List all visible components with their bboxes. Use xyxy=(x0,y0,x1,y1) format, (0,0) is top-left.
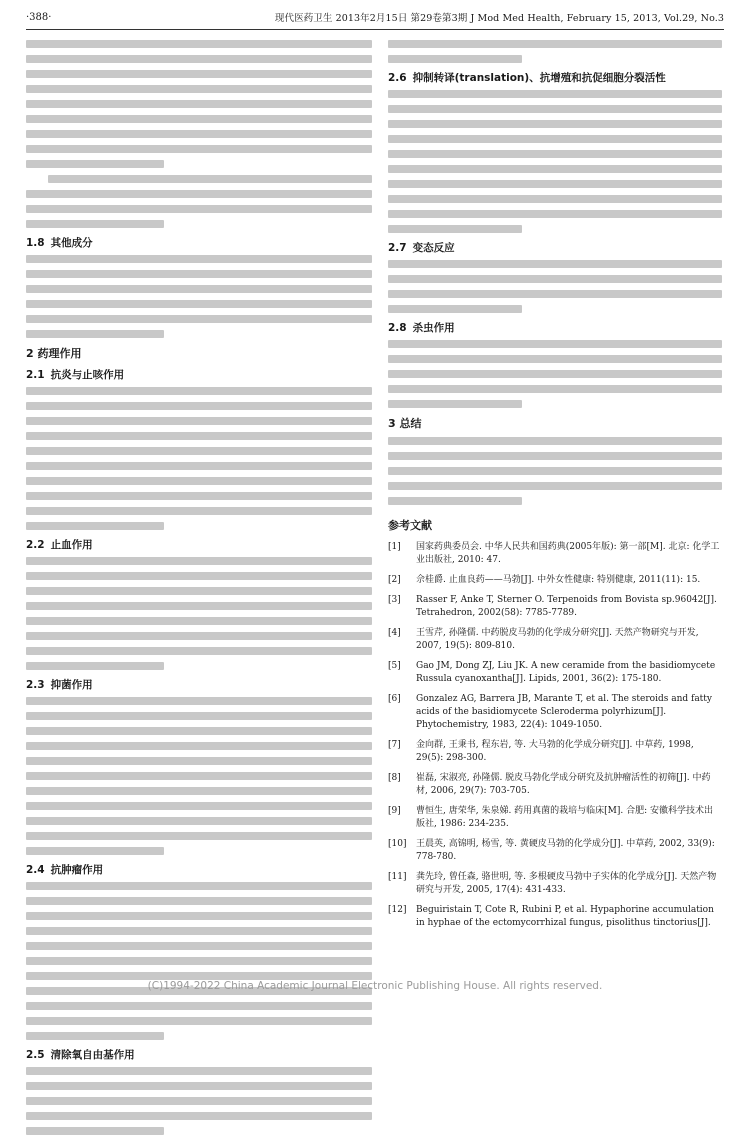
reference-item xyxy=(388,627,722,653)
text-line xyxy=(388,482,722,490)
reference-number: [7] xyxy=(388,740,401,750)
section-heading-2-2 xyxy=(26,537,372,552)
text-line xyxy=(388,290,722,298)
paragraph xyxy=(26,255,372,338)
paragraph xyxy=(26,882,372,1040)
reference-item xyxy=(388,594,722,620)
section-number: 2.7 xyxy=(388,242,407,254)
text-line xyxy=(26,1097,372,1105)
text-line xyxy=(388,275,722,283)
reference-item xyxy=(388,660,722,686)
text-line xyxy=(26,100,372,108)
section-title: 其他成分 xyxy=(50,237,93,249)
reference-item xyxy=(388,693,722,732)
text-line xyxy=(26,205,372,213)
section-number: 2 xyxy=(26,347,34,360)
text-line xyxy=(388,105,722,113)
text-line xyxy=(388,340,722,348)
text-line xyxy=(26,727,372,735)
reference-number: [10] xyxy=(388,839,407,849)
text-line xyxy=(26,772,372,780)
reference-list xyxy=(388,541,722,930)
paragraph xyxy=(26,175,372,228)
text-line xyxy=(26,572,372,580)
text-line xyxy=(26,85,372,93)
reference-item xyxy=(388,904,722,930)
reference-number: [12] xyxy=(388,905,407,915)
reference-text: 金向群, 王秉书, 程东岩, 等. 大马勃的化学成分研究[J]. 中草药, 1998, 29(5): 298-300. xyxy=(416,740,694,763)
reference-text: Rasser F, Anke T, Sterner O. Terpenoids from Bovista sp.96042[J]. Tetrahedron, 2002(58): 7785-7789. xyxy=(416,595,717,618)
text-line xyxy=(26,957,372,965)
section-number: 2.2 xyxy=(26,539,45,551)
reference-number: [1] xyxy=(388,542,401,552)
journal-citation-line: 现代医药卫生 2013年2月15日 第29卷第3期 J Mod Med Health, February 15, 2013, Vol.29, No.3 xyxy=(274,13,724,24)
text-line xyxy=(26,462,372,470)
paragraph xyxy=(388,437,722,505)
paragraph xyxy=(388,260,722,313)
section-title: 药理作用 xyxy=(37,347,82,360)
text-line xyxy=(26,972,372,980)
section-heading-2-1 xyxy=(26,367,372,382)
text-line xyxy=(26,1112,372,1120)
paragraph xyxy=(26,697,372,855)
text-line xyxy=(26,1017,372,1025)
text-line xyxy=(26,942,372,950)
text-line xyxy=(388,165,722,173)
section-number: 2.5 xyxy=(26,1049,45,1061)
section-number: 2.3 xyxy=(26,679,45,691)
text-line xyxy=(26,115,372,123)
text-line xyxy=(388,55,522,63)
reference-item xyxy=(388,739,722,765)
text-line xyxy=(26,387,372,395)
section-number: 2.6 xyxy=(388,72,407,84)
text-line xyxy=(26,697,372,705)
section-heading-3 xyxy=(388,415,722,431)
reference-text: Beguiristain T, Cote R, Rubini P, et al. Hypaphorine accumulation in hyphae of the ectomycorrhizal fungus, pisolithus tinctorius[J]. xyxy=(416,905,714,928)
text-line xyxy=(388,305,522,313)
reference-number: [8] xyxy=(388,773,401,783)
paragraph xyxy=(26,40,372,168)
text-line xyxy=(388,467,722,475)
text-line xyxy=(26,300,372,308)
text-line xyxy=(388,400,522,408)
reference-item xyxy=(388,805,722,831)
text-line xyxy=(26,1067,372,1075)
text-line xyxy=(388,260,722,268)
text-line xyxy=(26,927,372,935)
section-heading-2-6 xyxy=(388,70,722,85)
section-heading-2 xyxy=(26,345,372,361)
section-number: 1.8 xyxy=(26,237,45,249)
left-column xyxy=(26,40,372,1142)
text-line xyxy=(26,742,372,750)
reference-number: [6] xyxy=(388,694,401,704)
text-line xyxy=(26,787,372,795)
text-line xyxy=(26,55,372,63)
text-line xyxy=(388,40,722,48)
text-line xyxy=(26,522,164,530)
text-line xyxy=(26,190,372,198)
right-column xyxy=(388,40,722,937)
text-line xyxy=(388,150,722,158)
text-line xyxy=(26,897,372,905)
text-line xyxy=(26,817,372,825)
reference-item xyxy=(388,541,722,567)
section-title: 总结 xyxy=(399,417,422,430)
text-line xyxy=(26,617,372,625)
reference-item xyxy=(388,871,722,897)
text-line xyxy=(388,90,722,98)
reference-number: [4] xyxy=(388,628,401,638)
text-line xyxy=(26,507,372,515)
text-line xyxy=(26,912,372,920)
section-number: 3 xyxy=(388,417,396,430)
text-line xyxy=(388,120,722,128)
paragraph xyxy=(388,90,722,233)
section-heading-2-4 xyxy=(26,862,372,877)
text-line xyxy=(26,602,372,610)
text-line xyxy=(26,1002,372,1010)
text-line xyxy=(26,662,164,670)
reference-item xyxy=(388,772,722,798)
section-title: 止血作用 xyxy=(50,539,93,551)
reference-text: 崔磊, 宋淑亮, 孙隆儒. 脱皮马勃化学成分研究及抗肿瘤活性的初筛[J]. 中药材, 2006, 29(7): 703-705. xyxy=(416,773,711,796)
reference-text: 王雪芹, 孙隆儒. 中药脱皮马勃的化学成分研究[J]. 天然产物研究与开发, 2007, 19(5): 809-810. xyxy=(416,628,699,651)
text-line xyxy=(26,285,372,293)
section-title: 抗肿瘤作用 xyxy=(50,864,104,876)
section-heading-2-5 xyxy=(26,1047,372,1062)
reference-text: Gonzalez AG, Barrera JB, Marante T, et al. The steroids and fatty acids of the basidiomycete Scleroderma polyrhizum[J]. Phytochemistry, 1983, 22(4): 1049-1050. xyxy=(416,694,712,730)
reference-number: [3] xyxy=(388,595,401,605)
text-line xyxy=(26,1082,372,1090)
text-line xyxy=(26,70,372,78)
text-line xyxy=(26,647,372,655)
section-number: 2.1 xyxy=(26,369,45,381)
reference-number: [2] xyxy=(388,575,401,585)
section-heading-1-8 xyxy=(26,235,372,250)
copyright-watermark: (C)1994-2022 China Academic Journal Electronic Publishing House. All rights reserved. xyxy=(147,980,603,992)
text-line xyxy=(26,160,164,168)
text-line xyxy=(26,447,372,455)
text-line xyxy=(26,712,372,720)
text-line xyxy=(26,270,372,278)
text-line xyxy=(26,832,372,840)
section-heading-2-8 xyxy=(388,320,722,335)
reference-text: Gao JM, Dong ZJ, Liu JK. A new ceramide from the basidiomycete Russula cyanoxantha[J]. Lipids, 2001, 36(2): 175-180. xyxy=(416,661,716,684)
text-line xyxy=(388,180,722,188)
text-line xyxy=(26,847,164,855)
text-line xyxy=(26,587,372,595)
section-heading-2-3 xyxy=(26,677,372,692)
text-line xyxy=(26,492,372,500)
text-line xyxy=(26,255,372,263)
section-title: 抑菌作用 xyxy=(50,679,93,691)
reference-number: [11] xyxy=(388,872,407,882)
text-line xyxy=(26,477,372,485)
text-line xyxy=(388,385,722,393)
text-line xyxy=(48,175,372,183)
paragraph xyxy=(26,387,372,530)
section-title: 杀虫作用 xyxy=(412,322,455,334)
text-line xyxy=(388,135,722,143)
section-title: 抗炎与止咳作用 xyxy=(50,369,125,381)
text-line xyxy=(388,210,722,218)
text-line xyxy=(388,452,722,460)
reference-item xyxy=(388,838,722,864)
text-line xyxy=(388,437,722,445)
text-line xyxy=(388,355,722,363)
text-line xyxy=(26,802,372,810)
reference-number: [9] xyxy=(388,806,401,816)
references-heading: 参考文献 xyxy=(388,519,432,532)
reference-text: 王晨英, 高锦明, 杨雪, 等. 黄硬皮马勃的化学成分[J]. 中草药, 2002, 33(9): 778-780. xyxy=(416,839,715,862)
text-line xyxy=(388,195,722,203)
text-line xyxy=(26,40,372,48)
text-line xyxy=(26,145,372,153)
reference-text: 国家药典委员会. 中华人民共和国药典(2005年版): 第一部[M]. 北京: 化学工业出版社, 2010: 47. xyxy=(416,542,720,565)
text-line xyxy=(388,497,522,505)
text-line xyxy=(26,130,372,138)
section-number: 2.8 xyxy=(388,322,407,334)
paragraph xyxy=(388,340,722,408)
text-line xyxy=(26,315,372,323)
text-line xyxy=(26,220,164,228)
text-line xyxy=(26,557,372,565)
reference-text: 龚先玲, 曾任森, 骆世明, 等. 多根硬皮马勃中子实体的化学成分[J]. 天然产物研究与开发, 2005, 17(4): 431-433. xyxy=(416,872,717,895)
section-title: 变态反应 xyxy=(412,242,455,254)
section-title: 清除氧自由基作用 xyxy=(50,1049,135,1061)
section-title: 抑制转译(translation)、抗增殖和抗促细胞分裂活性 xyxy=(412,72,666,84)
reference-text: 曹恒生, 唐荣华, 朱泉娣. 药用真菌的栽培与临床[M]. 合肥: 安徽科学技术出版社, 1986: 234-235. xyxy=(416,806,714,829)
text-line xyxy=(26,1127,164,1135)
text-line xyxy=(26,632,372,640)
reference-item xyxy=(388,574,722,587)
reference-text: 佘桂爵. 止血良药——马勃[J]. 中外女性健康: 特别健康, 2011(11): 15. xyxy=(416,575,701,585)
page-number: ·388· xyxy=(26,11,52,23)
paragraph xyxy=(388,40,722,63)
text-line xyxy=(26,882,372,890)
text-line xyxy=(26,432,372,440)
text-line xyxy=(26,1032,164,1040)
section-heading-2-7 xyxy=(388,240,722,255)
text-line xyxy=(26,417,372,425)
text-line xyxy=(388,225,522,233)
paragraph xyxy=(26,1067,372,1135)
text-line xyxy=(26,402,372,410)
running-header xyxy=(26,8,724,30)
text-line xyxy=(26,757,372,765)
reference-number: [5] xyxy=(388,661,401,671)
section-number: 2.4 xyxy=(26,864,45,876)
paragraph xyxy=(26,557,372,670)
text-line xyxy=(388,370,722,378)
text-line xyxy=(26,330,164,338)
